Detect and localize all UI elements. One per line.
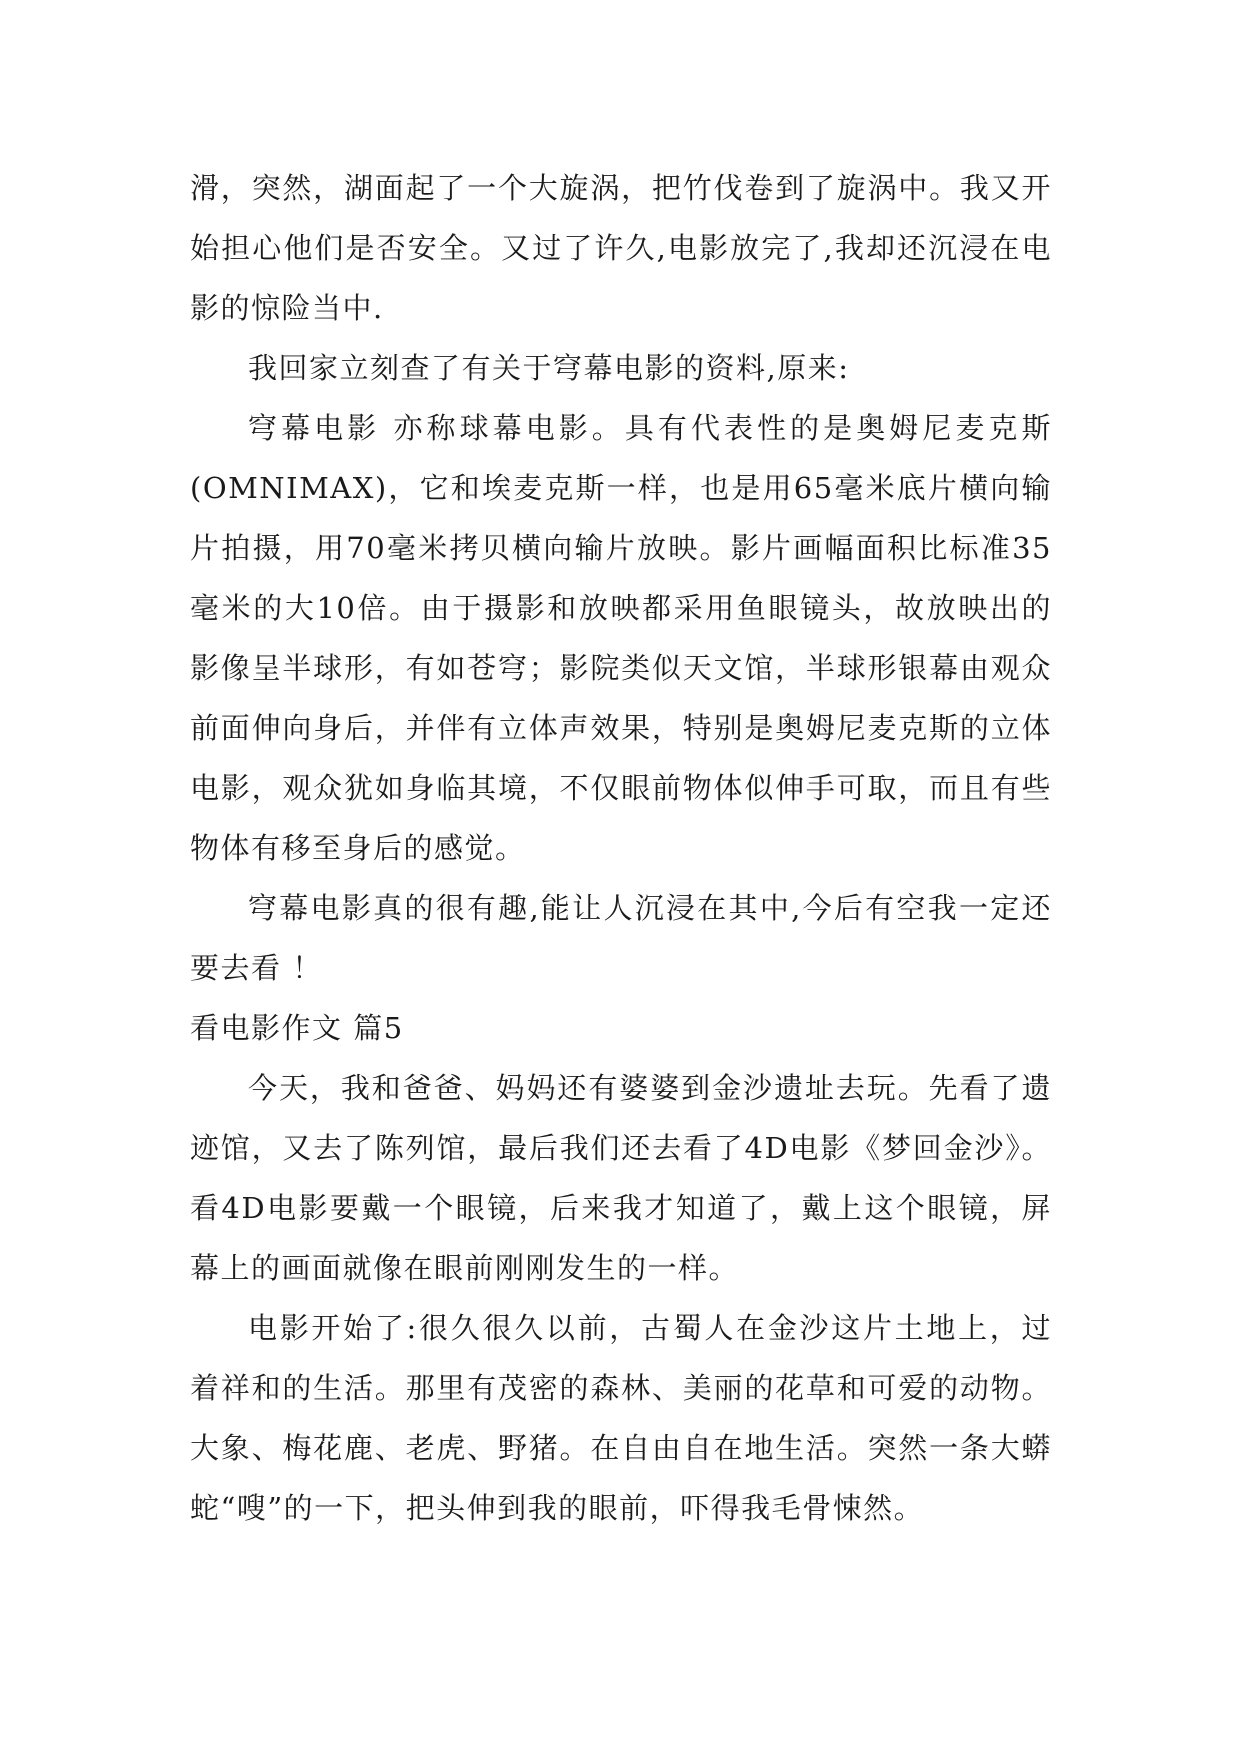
paragraph-research-intro: 我回家立刻查了有关于穹幕电影的资料,原来: <box>248 351 850 385</box>
paragraph-conclusion: 穹幕电影真的很有趣,能让人沉浸在其中,今后有空我一定还要去看 ！ <box>190 891 1052 985</box>
paragraph-visit: 今天，我和爸爸、妈妈还有婆婆到金沙遗址去玩。先看了遗迹馆，又去了陈列馆，最后我们还去看了4D电影《梦回金沙》。看4D电影要戴一个眼镜，后来我才知道了，戴上这个眼镜，屏幕上的画面就像在眼前刚刚发生的一样。 <box>190 1071 1052 1285</box>
paragraph-dome-film-definition: 穹幕电影 亦称球幕电影。具有代表性的是奥姆尼麦克斯 (OMNIMAX)，它和埃麦克斯一样，也是用65毫米底片横向输片拍摄，用70毫米拷贝横向输片放映。影片画幅面积比标准35毫米的大10倍。由于摄影和放映都采用鱼眼镜头，故放映出的影像呈半球形，有如苍穹；影院类似天文馆，半球形银幕由观众前面伸向身后，并伴有立体声效果，特别是奥姆尼麦克斯的立体电影，观众犹如身临其境，不仅眼前物体似伸手可取，而且有些物体有移至身后的感觉。 <box>190 411 1052 865</box>
section-heading: 看电影作文 篇5 <box>190 1011 404 1045</box>
paragraph-film-start: 电影开始了:很久很久以前，古蜀人在金沙这片土地上，过着祥和的生活。那里有茂密的森林、美丽的花草和可爱的动物。大象、梅花鹿、老虎、野猪。在自由自在地生活。突然一条大蟒蛇“嗖”的一下，把头伸到我的眼前，吓得我毛骨悚然。 <box>190 1311 1052 1525</box>
document-body <box>190 158 1052 1538</box>
paragraph-continued: 滑，突然，湖面起了一个大旋涡，把竹伐卷到了旋涡中。我又开始担心他们是否安全。又过了许久,电影放完了,我却还沉浸在电影的惊险当中. <box>190 171 1052 325</box>
